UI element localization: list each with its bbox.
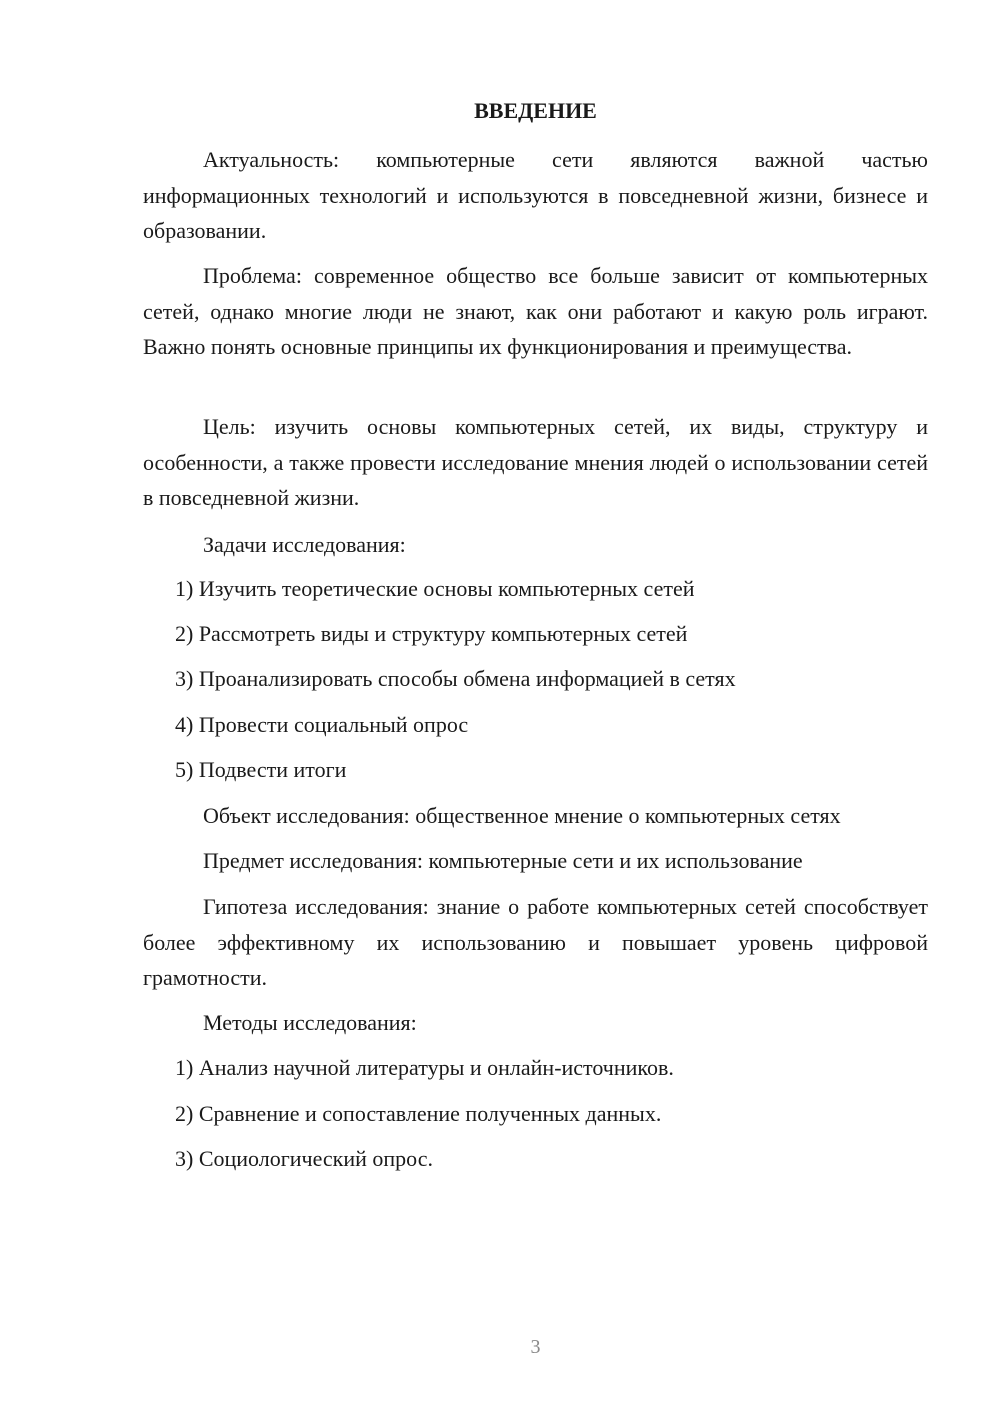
method-item-2: 2) Сравнение и сопоставление полученных данных.	[175, 1101, 662, 1126]
research-subject: Предмет исследования: компьютерные сети и их использование	[203, 848, 803, 873]
paragraph-hypothesis: Гипотеза исследования: знание о работе компьютерных сетей способствует более эффективному их использованию и повышает уровень цифровой грамотности.	[143, 894, 928, 990]
research-object: Объект исследования: общественное мнение о компьютерных сетях	[203, 803, 841, 828]
paragraph-goal: Цель: изучить основы компьютерных сетей, их виды, структуру и особенности, а также провести исследование мнения людей о использовании сетей в повседневной жизни.	[143, 414, 928, 510]
task-item-4: 4) Провести социальный опрос	[175, 712, 469, 737]
task-item-1: 1) Изучить теоретические основы компьютерных сетей	[175, 576, 695, 601]
section-heading: ВВЕДЕНИЕ	[474, 98, 597, 123]
tasks-label: Задачи исследования:	[203, 532, 406, 557]
task-item-5: 5) Подвести итоги	[175, 757, 347, 782]
paragraph-problem: Проблема: современное общество все больше зависит от компьютерных сетей, однако многие люди не знают, как они работают и какую роль играют. Важно понять основные принципы их функционирования и преимущества.	[143, 263, 928, 359]
task-item-2: 2) Рассмотреть виды и структуру компьютерных сетей	[175, 621, 688, 646]
document-page	[143, 0, 928, 1414]
page-number: 3	[530, 1336, 541, 1358]
method-item-3: 3) Социологический опрос.	[175, 1146, 433, 1171]
method-item-1: 1) Анализ научной литературы и онлайн-источников.	[175, 1055, 674, 1080]
methods-label: Методы исследования:	[203, 1010, 417, 1035]
task-item-3: 3) Проанализировать способы обмена информацией в сетях	[175, 666, 736, 691]
paragraph-relevance: Актуальность: компьютерные сети являются важной частью информационных технологий и используются в повседневной жизни, бизнесе и образовании.	[143, 147, 928, 243]
